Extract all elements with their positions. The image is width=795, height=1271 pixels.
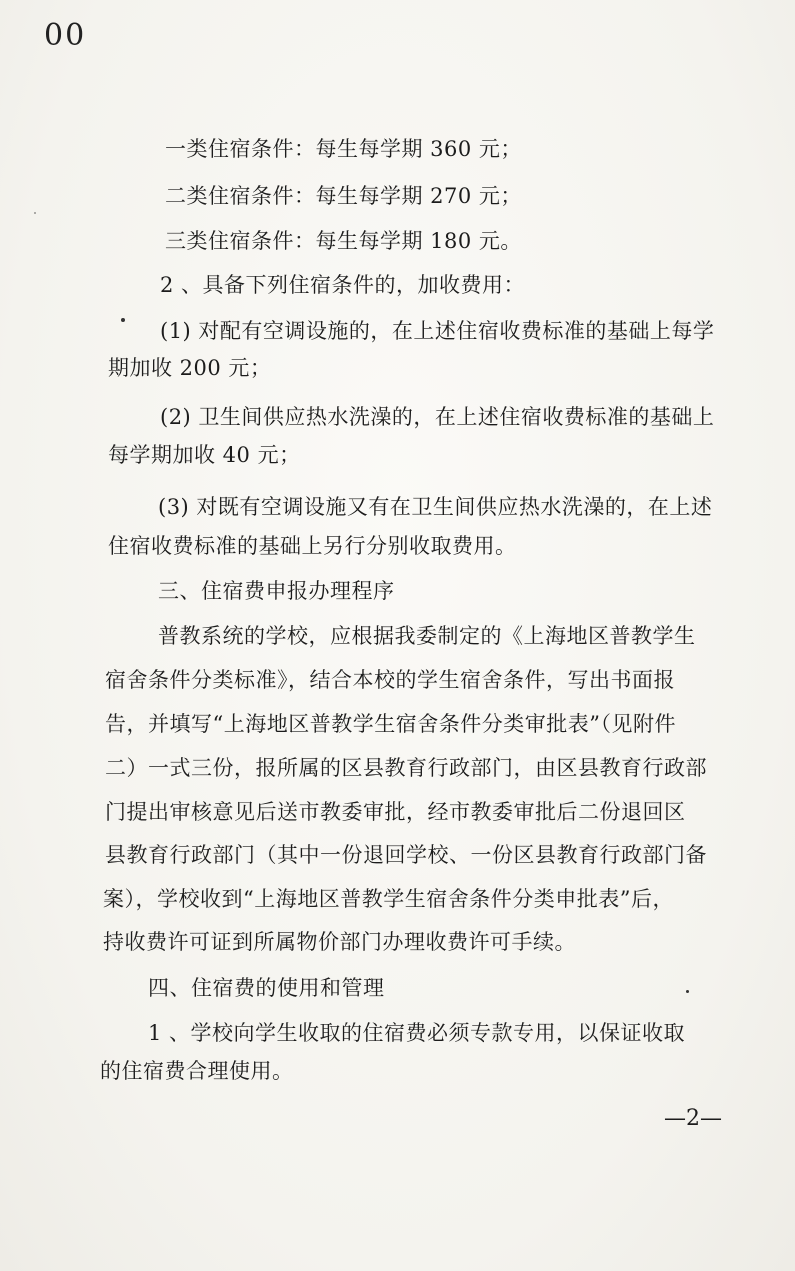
text-line: 告，并填写“上海地区普教学生宿舍条件分类审批表”（见附件 [105, 712, 676, 736]
text-line: (1) 对配有空调设施的，在上述住宿收费标准的基础上每学 [160, 319, 715, 343]
text-line: 案），学校收到“上海地区普教学生宿舍条件分类申批表”后， [103, 887, 674, 911]
text-line: 门提出审核意见后送市教委审批，经市教委审批后二份退回区 [105, 800, 686, 824]
scan-speck [686, 990, 689, 993]
text-line: 2 、具备下列住宿条件的，加收费用： [160, 273, 526, 297]
corner-number: 00 [44, 18, 87, 53]
text-line: 宿舍条件分类标准》，结合本校的学生宿舍条件，写出书面报 [105, 668, 675, 692]
text-line: 二类住宿条件：每生每学期 270 元； [165, 184, 522, 208]
page-number: —2— [664, 1106, 722, 1131]
scan-speck [121, 318, 125, 322]
text-line: 二）一式三份，报所属的区县教育行政部门，由区县教育行政部 [105, 756, 707, 780]
section-heading: 四、住宿费的使用和管理 [148, 976, 385, 1000]
text-line: 住宿收费标准的基础上另行分别收取费用。 [108, 534, 517, 558]
text-line: 的住宿费合理使用。 [100, 1059, 294, 1083]
text-line: (3) 对既有空调设施又有在卫生间供应热水洗澡的，在上述 [158, 495, 713, 519]
text-line: 每学期加收 40 元； [108, 443, 301, 467]
text-line: 普教系统的学校，应根据我委制定的《上海地区普教学生 [158, 624, 696, 648]
text-line: 期加收 200 元； [108, 356, 272, 380]
text-line: (2) 卫生间供应热水洗澡的，在上述住宿收费标准的基础上 [160, 405, 715, 429]
text-line: 一类住宿条件：每生每学期 360 元； [165, 137, 522, 161]
text-line: 县教育行政部门（其中一份退回学校、一份区县教育行政部门备 [105, 843, 707, 867]
text-line: 1 、学校向学生收取的住宿费必须专款专用，以保证收取 [148, 1021, 686, 1045]
text-line: 持收费许可证到所属物价部门办理收费许可手续。 [103, 930, 576, 954]
text-line: 三类住宿条件：每生每学期 180 元。 [165, 229, 522, 253]
scan-speck [34, 212, 36, 214]
section-heading: 三、住宿费申报办理程序 [158, 579, 395, 603]
